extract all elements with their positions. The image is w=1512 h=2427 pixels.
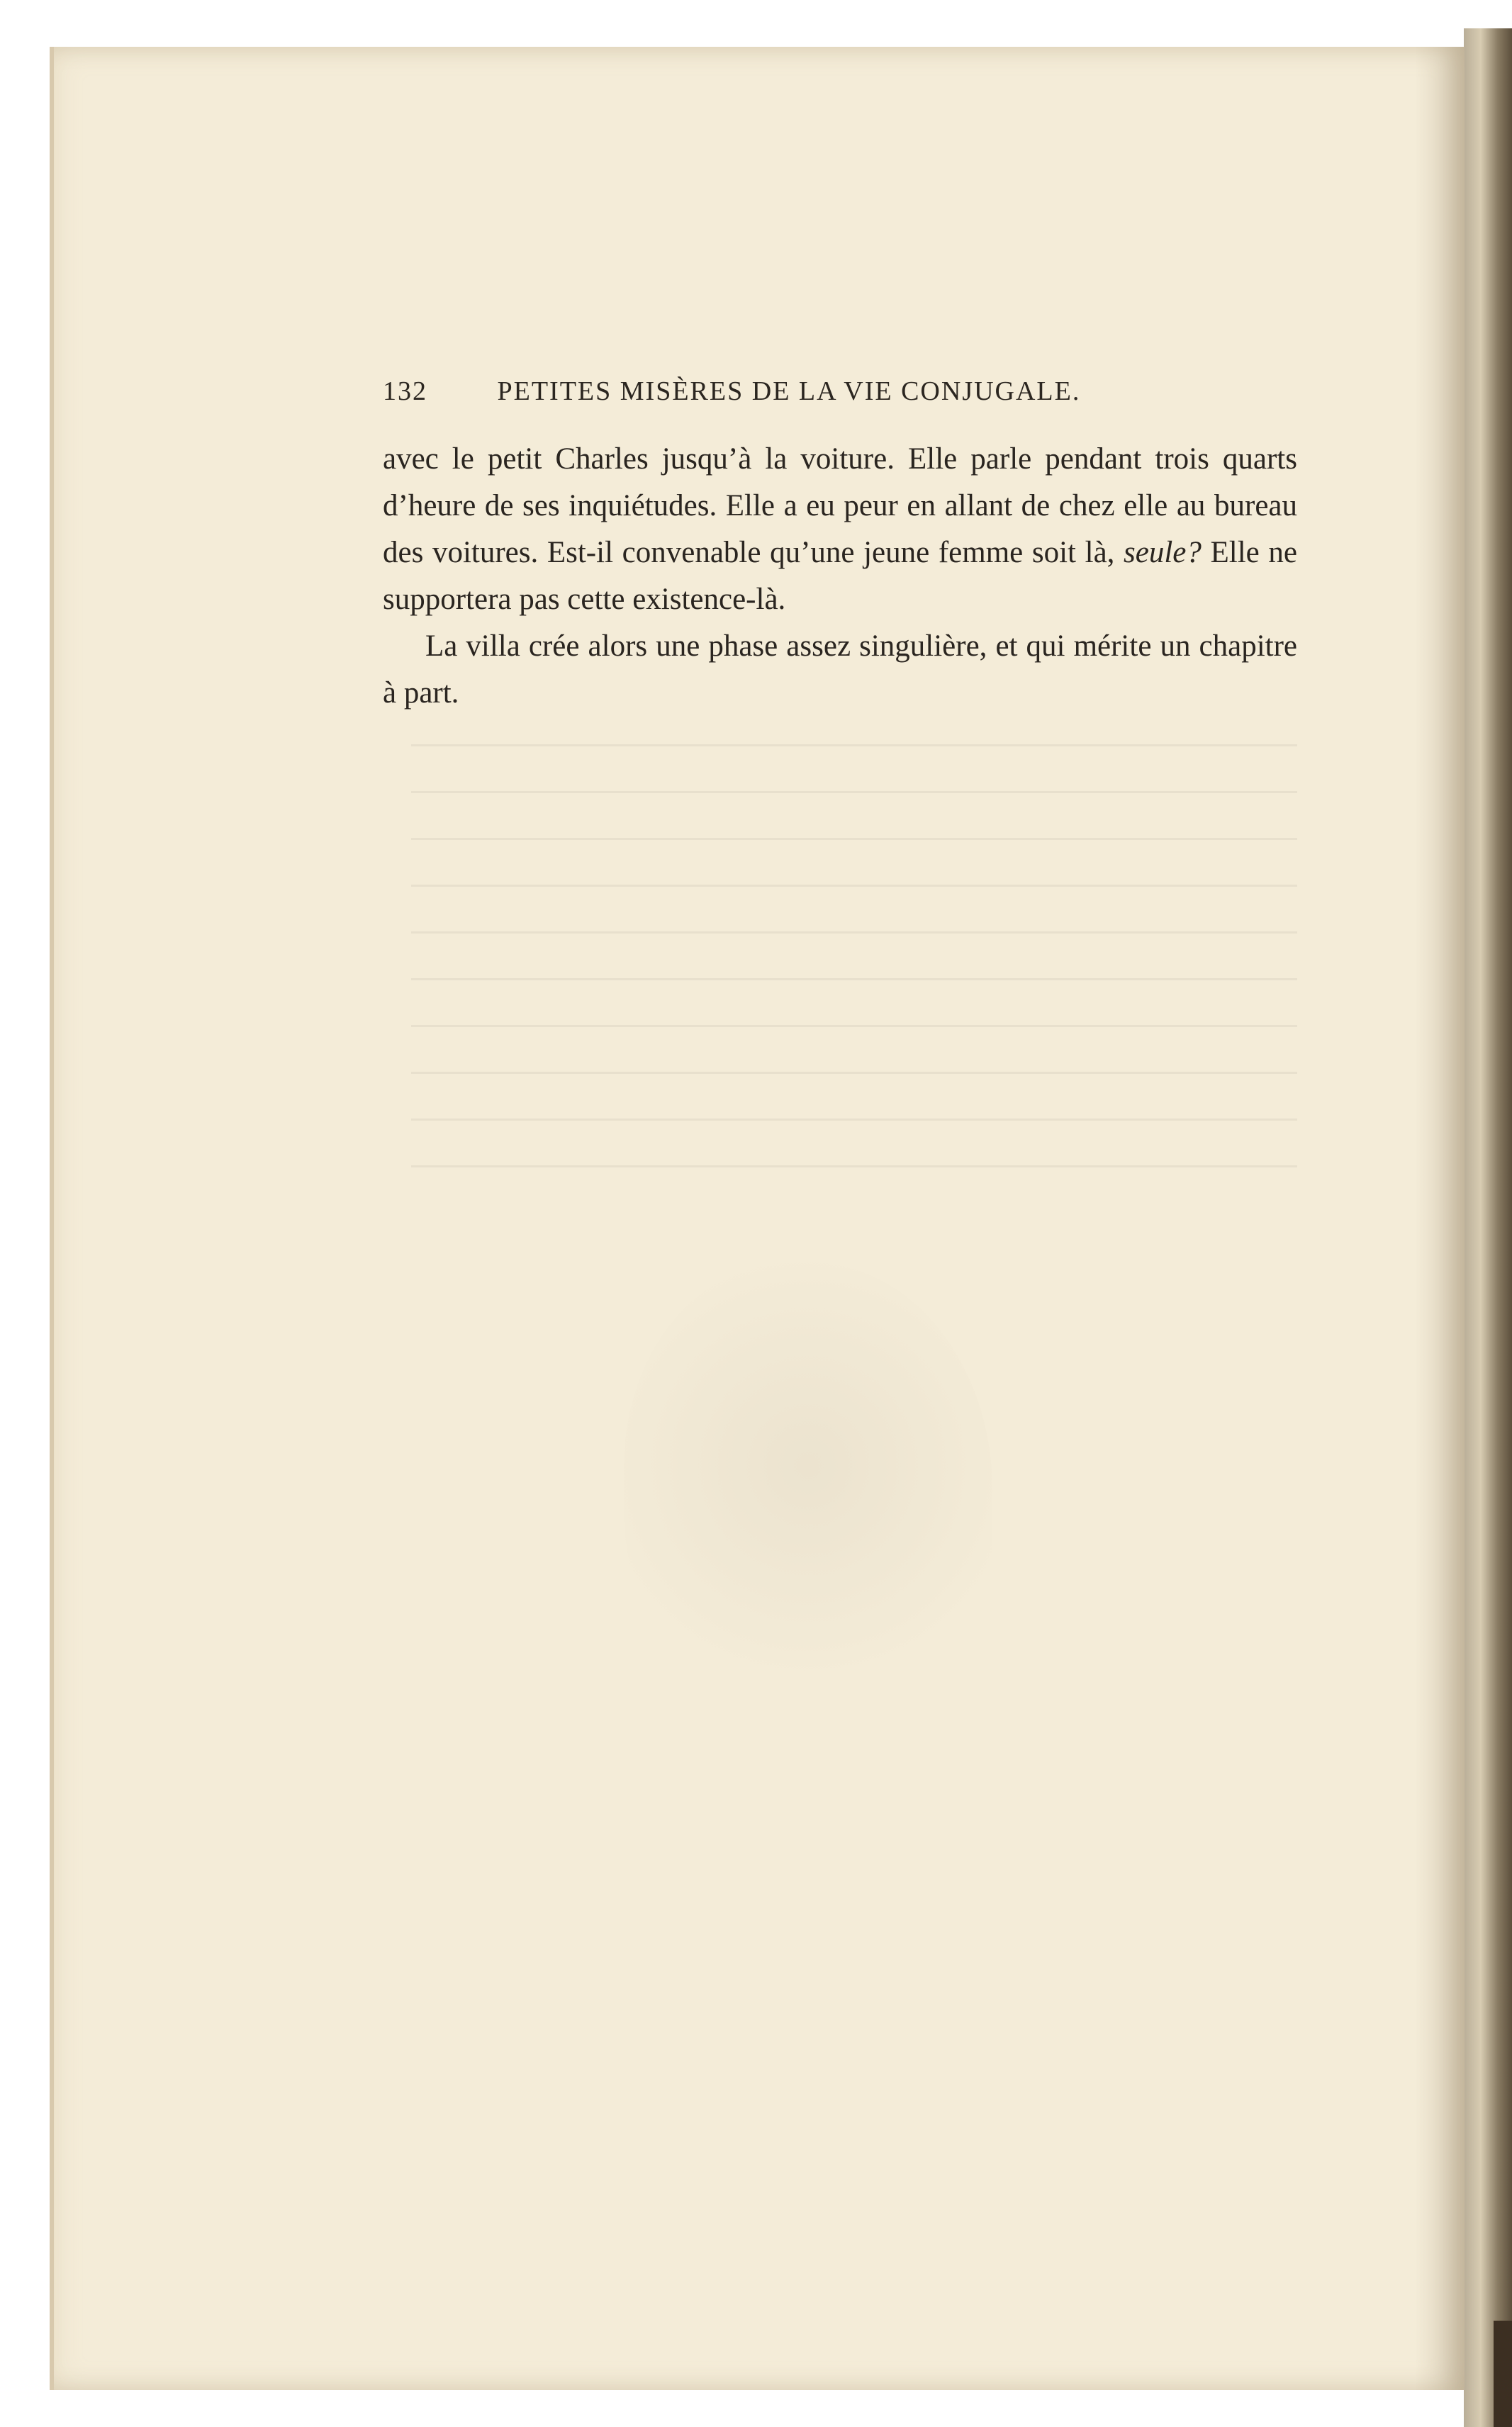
body-text	[383, 436, 1297, 717]
show-through-illustration	[624, 1262, 992, 1715]
page-gutter-shade	[1415, 47, 1465, 2390]
paragraph-1	[383, 436, 1297, 623]
paragraph-1-italic: seule?	[1124, 536, 1202, 569]
page-number: 132	[383, 376, 427, 406]
paragraph-2: La villa crée alors une phase assez singulière, et qui mérite un chapitre à part.	[383, 629, 1297, 710]
page-header	[383, 376, 1304, 418]
paragraph-1-text: avec le petit Charles jusqu’à la voiture. Elle parle pendant trois quarts d’heure de ses inquiétudes. Elle a eu peur en allant de chez elle au bureau des voitures. Est-il convenable qu’une jeune femme soit là,	[383, 442, 1297, 569]
book-spine	[1464, 28, 1512, 2427]
running-title: PETITES MISÈRES DE LA VIE CONJUGALE.	[497, 376, 1081, 406]
paragraph-1-text-end: Elle ne supportera pas cette existence-là.	[383, 536, 1297, 616]
show-through-text	[411, 744, 1297, 1170]
